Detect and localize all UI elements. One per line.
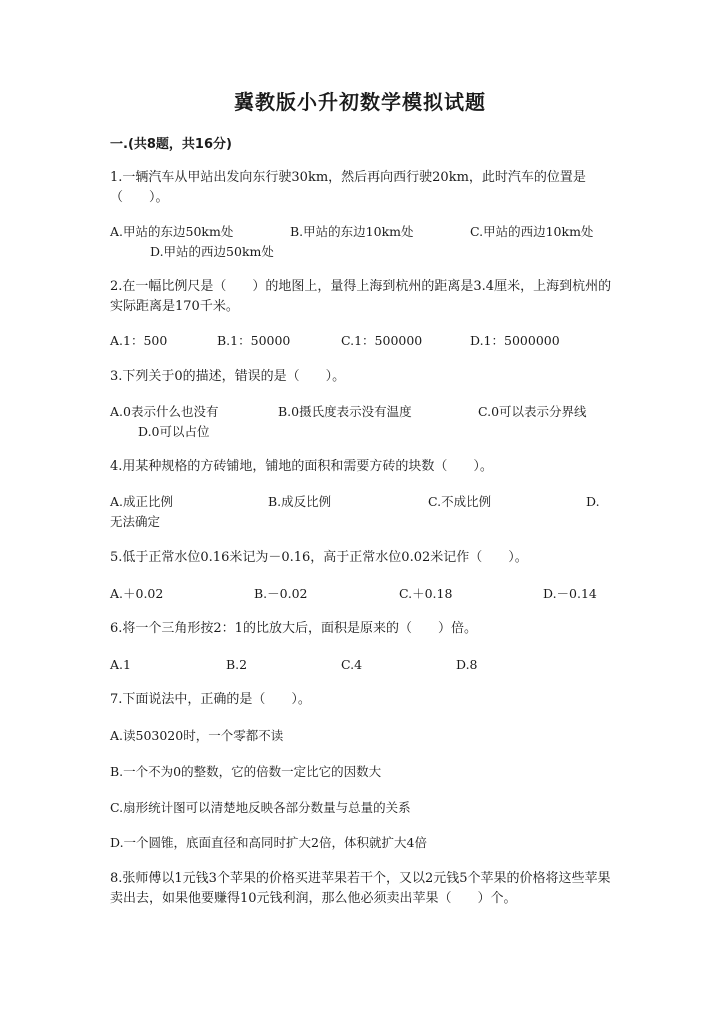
q3-option-b: B.0摄氏度表示没有温度 — [278, 404, 412, 419]
q2-option-d: D.1：5000000 — [470, 333, 560, 348]
q7-option-c: C.扇形统计图可以清楚地反映各部分数量与总量的关系 — [110, 800, 411, 815]
q5-option-c: C.＋0.18 — [399, 586, 453, 601]
question-7: 7.下面说法中，正确的是（ ）。 — [110, 692, 311, 707]
question-8: 8.张师傅以1元钱3个苹果的价格买进苹果若干个，又以2元钱5个苹果的价格将这些苹果卖出去，如果他要赚得10元钱利润，那么他必须卖出苹果（ ）个。 — [110, 871, 611, 906]
q2-option-c: C.1：500000 — [341, 333, 423, 348]
q1-option-b: B.甲站的东边10km处 — [290, 224, 414, 239]
q3-option-c: C.0可以表示分界线 — [478, 404, 587, 419]
q3-option-d: D.0可以占位 — [138, 424, 210, 439]
q1-option-d: D.甲站的西边50km处 — [150, 244, 274, 259]
q2-option-a: A.1：500 — [110, 333, 168, 348]
q4-option-a: A.成正比例 — [110, 494, 174, 509]
q5-option-d: D.－0.14 — [543, 586, 597, 601]
q7-option-a: A.读503020时，一个零都不读 — [110, 728, 284, 743]
q3-option-a: A.0表示什么也没有 — [110, 404, 219, 419]
question-5: 5.低于正常水位0.16米记为－0.16，高于正常水位0.02米记作（ ）。 — [110, 550, 528, 565]
question-1: 1.一辆汽车从甲站出发向东行驶30km，然后再向西行驶20km，此时汽车的位置是（ ）。 — [110, 170, 586, 205]
q6-option-c: C.4 — [341, 657, 363, 672]
q4-option-d-label: D. — [586, 494, 600, 509]
q7-option-d: D.一个圆锥，底面直径和高同时扩大2倍，体积就扩大4倍 — [110, 835, 427, 850]
q7-option-b: B.一个不为0的整数，它的倍数一定比它的因数大 — [110, 764, 382, 779]
q5-option-b: B.－0.02 — [254, 586, 308, 601]
q4-option-b: B.成反比例 — [268, 494, 332, 509]
q4-option-c: C.不成比例 — [428, 494, 492, 509]
section-heading: 一.(共8题，共16分) — [110, 137, 232, 152]
q1-option-c: C.甲站的西边10km处 — [470, 224, 594, 239]
q5-option-a: A.＋0.02 — [110, 586, 164, 601]
question-6: 6.将一个三角形按2：1的比放大后，面积是原来的（ ）倍。 — [110, 621, 477, 636]
q6-option-d: D.8 — [456, 657, 478, 672]
question-3: 3.下列关于0的描述，错误的是（ ）。 — [110, 369, 346, 384]
q6-option-b: B.2 — [226, 657, 248, 672]
q1-option-a: A.甲站的东边50km处 — [110, 224, 234, 239]
question-4: 4.用某种规格的方砖铺地，铺地的面积和需要方砖的块数（ ）。 — [110, 459, 493, 474]
page-title: 冀教版小升初数学模拟试题 — [234, 90, 486, 114]
q2-option-b: B.1：50000 — [217, 333, 291, 348]
q6-option-a: A.1 — [110, 657, 131, 672]
q4-option-d-text: 无法确定 — [110, 514, 161, 529]
question-2: 2.在一幅比例尺是（ ）的地图上，量得上海到杭州的距离是3.4厘米，上海到杭州的实际距离是170千米。 — [110, 279, 612, 314]
